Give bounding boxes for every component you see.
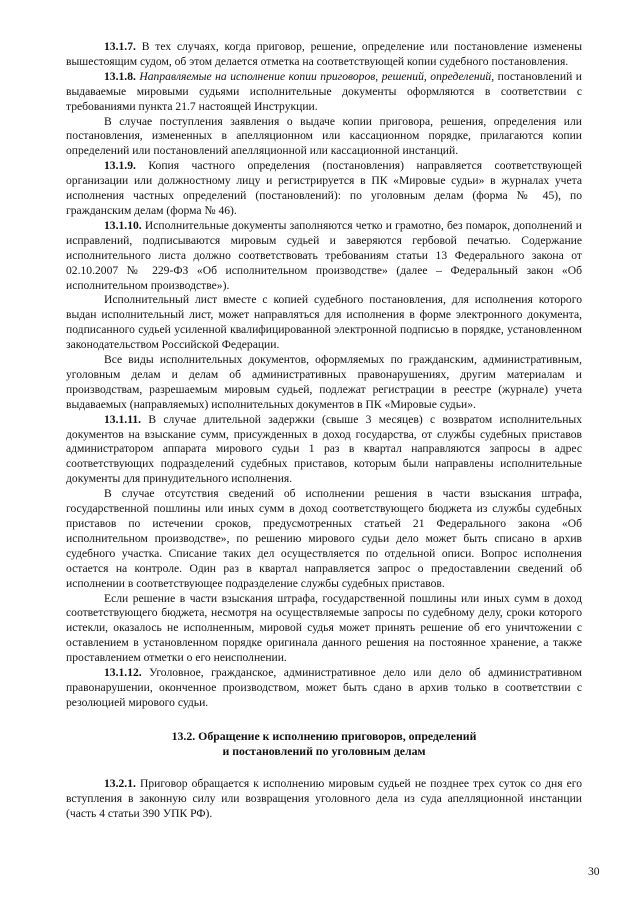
- paragraph-text: Исполнительные документы заполняются четко и грамотно, без помарок, дополнений и исправлений, подписываются мировым судьей и заверяются гербовой печатью. Содержание исполнительного листа должно соответствовать требованиям статьи 13 Федерального закона от 02.10.2007 № 229-ФЗ «Об исполнительном производстве» (далее – Федеральный закон «Об исполнительном производстве»).: [66, 218, 582, 292]
- paragraph-text: Исполнительный лист вместе с копией судебного постановления, для исполнения которого выдан исполнительный лист, может направляться для исполнения в форме электронного документа, подписанного судьей усиленной квалифицированной электронной подписью в порядке, установленном законодательством Российской Федерации.: [66, 293, 582, 352]
- clause-number: 13.1.12.: [104, 666, 142, 680]
- page-number: 30: [588, 865, 600, 878]
- document-body: [66, 40, 582, 822]
- paragraph-text: В тех случаях, когда приговор, решение, определение или постановление изменены вышестоящим судом, об этом делается отметка на соответствующей копии судебного постановления.: [66, 40, 582, 68]
- paragraph-electronic-writ: [66, 293, 582, 353]
- paragraph-text: Приговор обращается к исполнению мировым судьей не позднее трех суток со дня его вступления в законную силу или возвращения уголовного дела из суда апелляционной инстанции (часть 4 статьи 390 УПК РФ).: [66, 776, 582, 820]
- paragraph-destruction: [66, 592, 582, 667]
- paragraph-text: Все виды исполнительных документов, оформляемых по гражданским, административным, уголовным делам и делам об административных правонарушениях, другим материалам и производствам, разрешаемым мировым судьей, подлежат регистрации в реестре (журнале) учета выдаваемых (направляемых) исполнительных документов в ПК «Мировые судьи».: [66, 353, 582, 411]
- paragraph-text-italic: Направляемые на исполнение копии приговоров, решений, определений,: [135, 69, 495, 83]
- clause-number: 13.1.10.: [104, 218, 142, 232]
- paragraph-13-1-12: [66, 666, 582, 711]
- section-heading-13-2: [66, 729, 582, 759]
- clause-number: 13.1.11.: [104, 412, 142, 426]
- paragraph-13-2-1: [66, 777, 582, 822]
- clause-number: 13.1.7.: [104, 40, 136, 53]
- clause-number: 13.1.9.: [104, 159, 136, 173]
- paragraph-13-1-10: [66, 219, 582, 294]
- paragraph-text: В случае поступления заявления о выдаче копии приговора, решения, определения или постановления, измененных в апелляционном или кассационном порядке, прилагаются копии определений или постановлений апелляционной или кассационной инстанций.: [66, 114, 582, 158]
- paragraph-13-1-9: [66, 159, 582, 219]
- paragraph-text: постановлений и выдаваемые мировыми судьями исполнительные документы оформляются в соответствии с требованиями пункта 21.7 настоящей Инструкции.: [66, 69, 582, 113]
- paragraph-13-1-7: [66, 40, 582, 70]
- paragraph-appeal-copies: [66, 115, 582, 160]
- paragraph-text: Если решение в части взыскания штрафа, государственной пошлины или иных сумм в доход соответствующего бюджета, несмотря на осуществляемые запросы по судебному делу, сроки которого истекли, оказалось не исполненным, мировой судья может принять решение об его уничтожении с оставлением в установленном порядке оригинала данного решения на постоянное хранение, а также проставлением отметки о его неисполнении.: [66, 591, 582, 665]
- paragraph-no-info: [66, 487, 582, 591]
- paragraph-13-1-8: [66, 70, 582, 115]
- paragraph-text: В случае отсутствия сведений об исполнении решения в части взыскания штрафа, государственной пошлины или иных сумм в доход соответствующего бюджета из службы судебных приставов по истечении сроков, предусмотренных статьей 21 Федерального закона «Об исполнительном производстве», по решению мирового судьи дело может быть списано в архив судебного участка. Списание таких дел осуществляется по отдельной описи. Вопрос исполнения остается на контроле. Один раз в квартал направляется запрос о предоставлении сведений об исполнении в соответствующее подразделение службы судебных приставов.: [66, 487, 582, 590]
- paragraph-13-1-11: [66, 413, 582, 488]
- clause-number: 13.1.8.: [104, 69, 136, 83]
- paragraph-text: Копия частного определения (постановления) направляется соответствующей организации или должностному лицу и регистрируется в ПК «Мировые судьи» в журналах учета исполнения частных определений (постановлений): по уголовным делам (форма № 45), по гражданским делам (форма № 46).: [66, 159, 582, 217]
- paragraph-text: Уголовное, гражданское, административное дело или дело об административном правонарушении, оконченное производством, может быть сдано в архив только в соответствии с резолюцией мирового судьи.: [66, 666, 582, 709]
- clause-number: 13.2.1.: [104, 776, 136, 790]
- section-heading-line: и постановлений по уголовным делам: [222, 743, 426, 758]
- section-heading-line: 13.2. Обращение к исполнению приговоров, определений: [171, 728, 477, 743]
- paragraph-text: В случае длительной задержки (свыше 3 месяцев) с возвратом исполнительных документов на взыскание сумм, присужденных в доход государства, от службы судебных приставов администратором аппарата мирового судьи 1 раз в квартал направляются запросы в адрес соответствующих подразделений судебных приставов, которым были направлены исполнительные документы для принудительного исполнения.: [66, 412, 582, 486]
- paragraph-registry: [66, 353, 582, 413]
